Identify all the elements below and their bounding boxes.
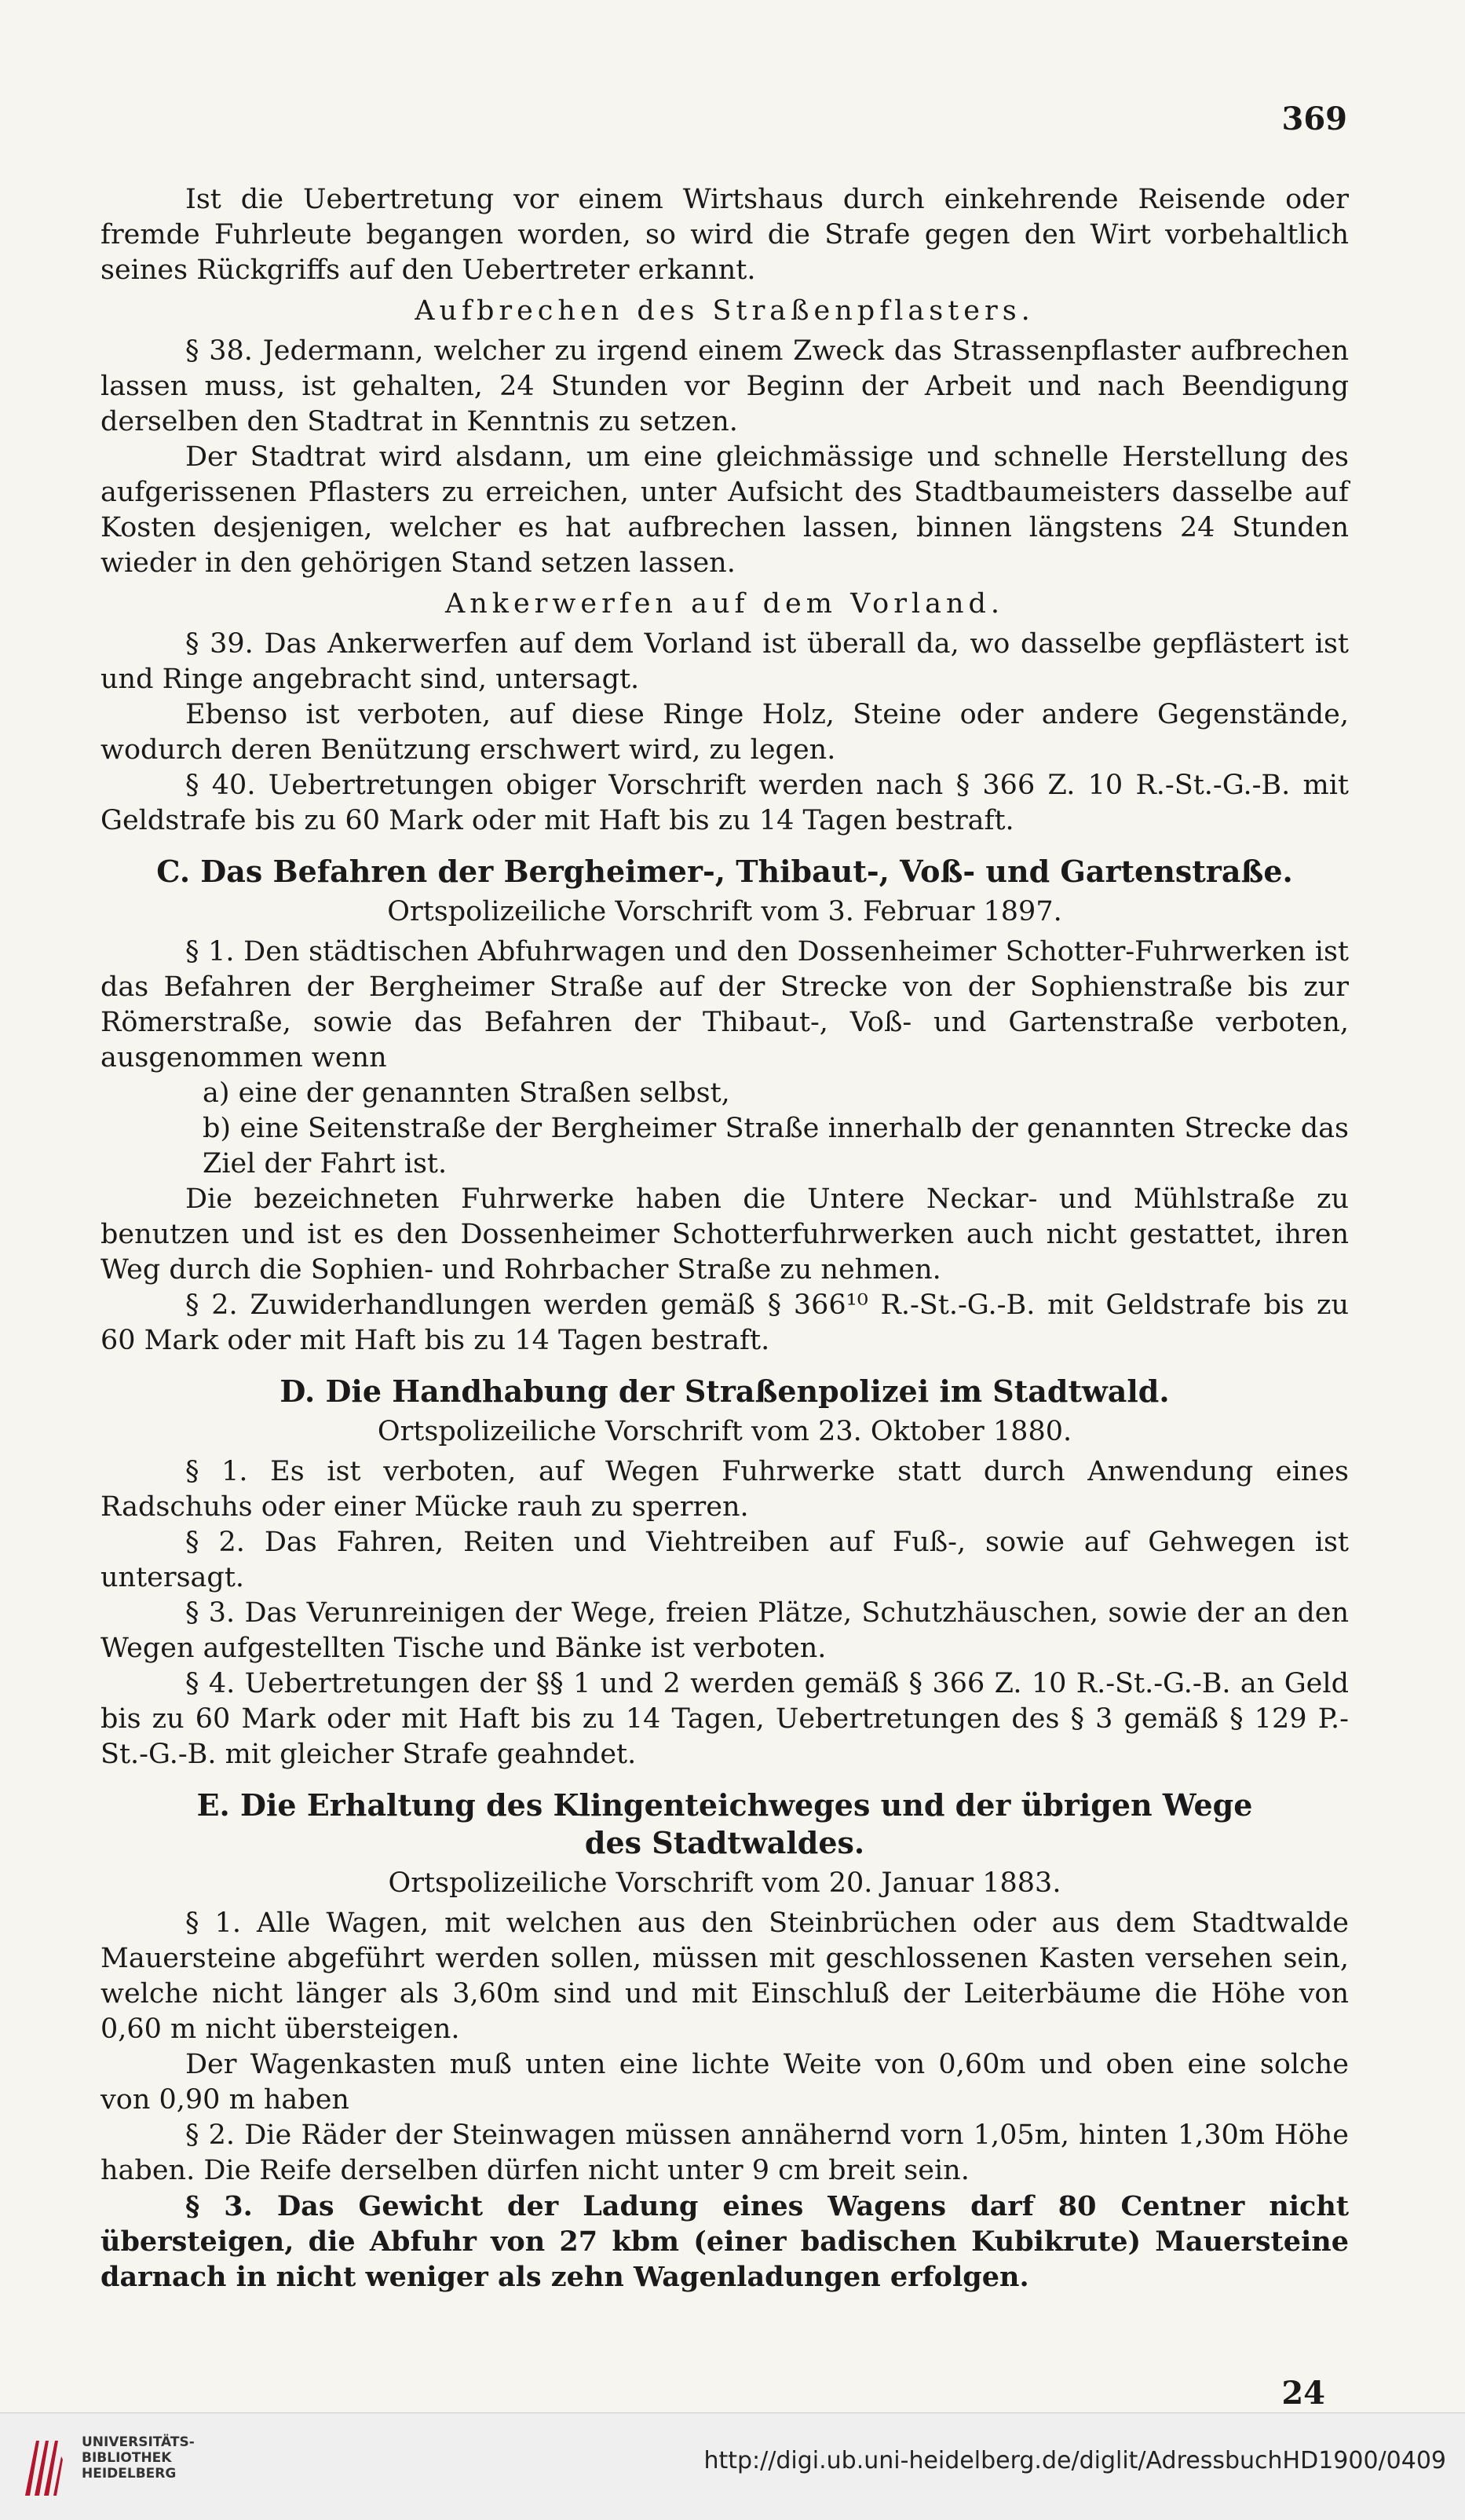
library-name-line2: BIBLIOTHEK xyxy=(82,2450,172,2466)
paragraph-intro: Ist die Uebertretung vor einem Wirtshaus durch einkehrende Reisende oder fremde Fuhrleute begangen worden, so wird die Strafe gegen den Wirt vorbehaltlich seines Rückgriffs auf den Uebertreter erkannt. xyxy=(100,184,1349,286)
page-number-top: 369 xyxy=(1281,101,1347,137)
paragraph-40: § 40. Uebertretungen obiger Vorschrift werden nach § 366 Z. 10 R.-St.-G.-B. mit Geldstrafe bis zu 60 Mark oder mit Haft bis zu 14 Tagen bestraft. xyxy=(100,770,1349,836)
section-d-paragraph-2: § 2. Das Fahren, Reiten und Viehtreiben auf Fuß-, sowie auf Gehwegen ist untersagt. xyxy=(100,1527,1349,1593)
paragraph-38: § 38. Jedermann, welcher zu irgend einem Zweck das Strassenpflaster aufbrechen lassen muss, ist gehalten, 24 Stunden vor Beginn der Arbeit und nach Beendigung derselben den Stadtrat in Kenntnis zu setzen. xyxy=(100,335,1349,437)
section-e-paragraph-3b: die Abfuhr von 27 kbm (einer badischen Kubikrute) Mauersteine darnach in nicht weniger als zehn Wagenladungen erfolgen. xyxy=(100,2226,1349,2293)
section-e-subtitle: Ortspolizeiliche Vorschrift vom 20. Januar 1883. xyxy=(388,1867,1061,1899)
section-c-subtitle: Ortspolizeiliche Vorschrift vom 3. Februar 1897. xyxy=(387,896,1062,927)
section-d-paragraph-3: § 3. Das Verunreinigen der Wege, freien Plätze, Schutzhäuschen, sowie der an den Wegen aufgestellten Tische und Bänke ist verboten. xyxy=(100,1597,1349,1664)
section-c-item-b: b) eine Seitenstraße der Bergheimer Straße innerhalb der genannten Strecke das Ziel der Fahrt ist. xyxy=(203,1113,1349,1180)
section-c-title xyxy=(100,853,1349,891)
section-c-title-text: Das Befahren der Bergheimer-, Thibaut-, Voß- und Gartenstraße. xyxy=(200,854,1293,889)
section-e-paragraph-1: § 1. Alle Wagen, mit welchen aus den Steinbrüchen oder aus dem Stadtwalde Mauersteine abgeführt werden sollen, müssen mit geschlossenen Kasten versehen sein, welche nicht länger als 3,60m sind und mit Einschluß der Leiterbäume die Höhe von 0,60 m nicht übersteigen. xyxy=(100,1907,1349,2045)
section-e-paragraph-3 xyxy=(100,2189,1349,2295)
section-e-paragraph-2: § 2. Die Räder der Steinwagen müssen annähernd vorn 1,05m, hinten 1,30m Höhe haben. Die Reife derselben dürfen nicht unter 9 cm breit sein. xyxy=(100,2120,1349,2186)
section-d-title xyxy=(100,1373,1349,1410)
section-d-paragraph-1: § 1. Es ist verboten, auf Wegen Fuhrwerke statt durch Anwendung eines Radschuhs oder einer Mücke rauh zu sperren. xyxy=(100,1456,1349,1523)
section-c-paragraph-1: § 1. Den städtischen Abfuhrwagen und den Dossenheimer Schotter-Fuhrwerken ist das Befahren der Bergheimer Straße auf der Strecke von der Sophienstraße bis zur Römerstraße, sowie das Befahren der Thibaut-, Voß- und Gartenstraße verboten, ausgenommen wenn xyxy=(100,936,1349,1073)
section-d-paragraph-4: § 4. Uebertretungen der §§ 1 und 2 werden gemäß § 366 Z. 10 R.-St.-G.-B. an Geld bis zu 60 Mark oder mit Haft bis zu 14 Tagen, Uebertretungen des § 3 gemäß § 129 P.-St.-G.-B. mit gleicher Strafe geahndet. xyxy=(100,1668,1349,1770)
section-e-title xyxy=(100,1787,1349,1862)
library-name xyxy=(82,2434,195,2482)
university-logo-icon xyxy=(19,2433,66,2504)
section-e-title-line2: des Stadtwaldes. xyxy=(584,1825,865,1860)
heading-aufbrechen: Aufbrechen des Straßenpflasters. xyxy=(415,295,1035,327)
section-d-letter: D. xyxy=(279,1373,316,1409)
heading-ankerwerfen: Ankerwerfen auf dem Vorland. xyxy=(444,588,1005,620)
section-c-item-a: a) eine der genannten Straßen selbst, xyxy=(203,1077,730,1109)
section-d-subtitle: Ortspolizeiliche Vorschrift vom 23. Oktober 1880. xyxy=(377,1416,1072,1447)
library-name-line1: UNIVERSITÄTS- xyxy=(82,2434,195,2450)
section-e-letter: E. xyxy=(196,1787,230,1823)
section-c-paragraph-2: § 2. Zuwiderhandlungen werden gemäß § 366¹⁰ R.-St.-G.-B. mit Geldstrafe bis zu 60 Mark oder mit Haft bis zu 14 Tagen bestraft. xyxy=(100,1289,1349,1356)
paragraph-38b: Der Stadtrat wird alsdann, um eine gleichmässige und schnelle Herstellung des aufgerissenen Pflasters zu erreichen, unter Aufsicht des Stadtbaumeisters dasselbe auf Kosten desjenigen, welcher es hat aufbrechen lassen, binnen längstens 24 Stunden wieder in den gehörigen Stand setzen lassen. xyxy=(100,441,1349,579)
page-content xyxy=(100,182,1349,2295)
section-c-letter: C. xyxy=(156,854,191,889)
section-d-title-text: Die Handhabung der Straßenpolizei im Stadtwald. xyxy=(325,1373,1170,1409)
paragraph-39: § 39. Das Ankerwerfen auf dem Vorland ist überall da, wo dasselbe gepflästert ist und Ringe angebracht sind, untersagt. xyxy=(100,628,1349,695)
page-number-bottom: 24 xyxy=(1281,2375,1325,2412)
section-e-paragraph-3a: § 3. Das Gewicht der Ladung eines Wagens darf 80 Centner nicht übersteigen, xyxy=(100,2190,1349,2258)
library-name-line3: HEIDELBERG xyxy=(82,2466,177,2482)
section-c-paragraph-1b: Die bezeichneten Fuhrwerke haben die Untere Neckar- und Mühlstraße zu benutzen und ist es den Dossenheimer Schotterfuhrwerken auch nicht gestattet, ihren Weg durch die Sophien- und Rohrbacher Straße zu nehmen. xyxy=(100,1183,1349,1286)
section-e-paragraph-1b: Der Wagenkasten muß unten eine lichte Weite von 0,60m und oben eine solche von 0,90 m haben xyxy=(100,2049,1349,2116)
source-url[interactable]: http://digi.ub.uni-heidelberg.de/diglit/AdressbuchHD1900/0409 xyxy=(703,2447,1446,2474)
section-e-title-line1: Die Erhaltung des Klingenteichweges und der übrigen Wege xyxy=(240,1787,1253,1823)
paragraph-39b: Ebenso ist verboten, auf diese Ringe Holz, Steine oder andere Gegenstände, wodurch deren Benützung erschwert wird, zu legen. xyxy=(100,699,1349,766)
